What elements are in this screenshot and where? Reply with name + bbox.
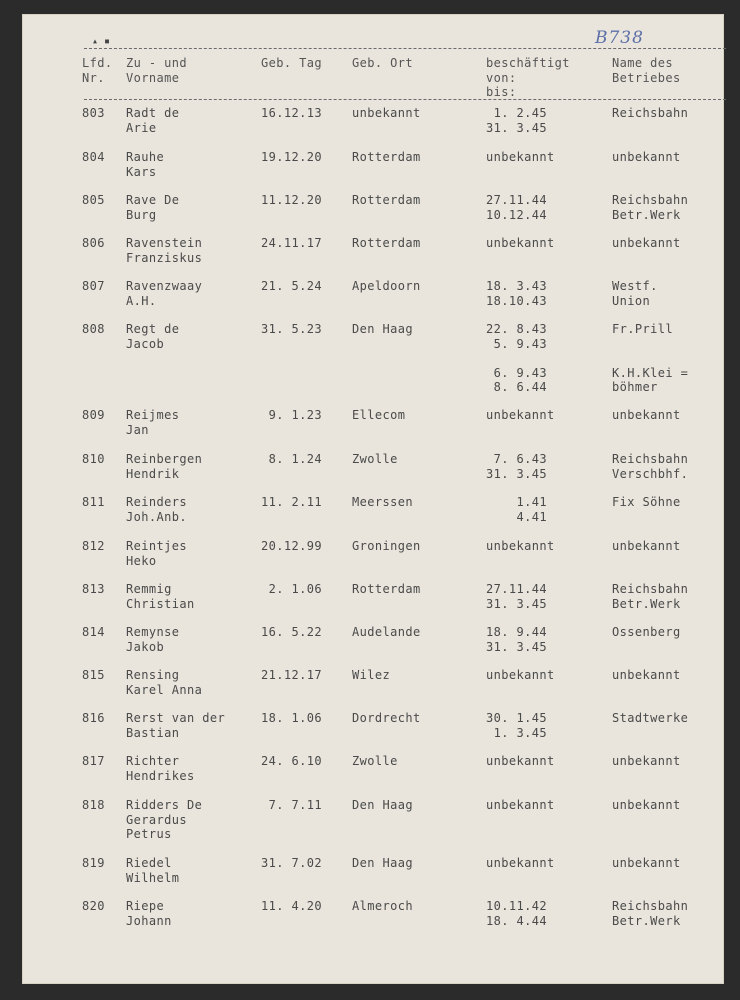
row-birth-place: Den Haag [352, 856, 413, 870]
header-company: Name des Betriebes [612, 56, 681, 85]
row-company: Reichsbahn [612, 106, 689, 120]
row-name: Radt de Arie [126, 106, 180, 135]
row-number: 820 [82, 899, 105, 913]
row-employed: 7. 6.43 31. 3.45 [486, 452, 547, 481]
row-name: Riepe Johann [126, 899, 172, 928]
row-birth-date: 11. 2.11 [261, 495, 322, 509]
row-company: Reichsbahn Betr.Werk [612, 899, 689, 928]
row-name: Remynse Jakob [126, 625, 180, 654]
row-birth-date: 2. 1.06 [261, 582, 322, 596]
row-birth-date: 31. 7.02 [261, 856, 322, 870]
row-company: Reichsbahn Verschbhf. [612, 452, 689, 481]
row-number: 815 [82, 668, 105, 682]
row-number: 808 [82, 322, 105, 336]
row-employed: 27.11.44 31. 3.45 [486, 582, 547, 611]
row-employed: 10.11.42 18. 4.44 [486, 899, 547, 928]
row-number: 812 [82, 539, 105, 553]
row-number: 805 [82, 193, 105, 207]
row-company: Stadtwerke [612, 711, 689, 725]
row-birth-date: 19.12.20 [261, 150, 322, 164]
row-company: Reichsbahn Betr.Werk [612, 193, 689, 222]
row-birth-date: 24.11.17 [261, 236, 322, 250]
row-employed: unbekannt [486, 798, 555, 812]
row-birth-place: Rotterdam [352, 150, 421, 164]
row-employed: 18. 9.44 31. 3.45 [486, 625, 547, 654]
header-name: Zu - und Vorname [126, 56, 187, 85]
row-company: Westf. Union [612, 279, 658, 308]
row-number: 817 [82, 754, 105, 768]
row-number: 818 [82, 798, 105, 812]
row-birth-date: 18. 1.06 [261, 711, 322, 725]
row-employed: 30. 1.45 1. 3.45 [486, 711, 547, 740]
row-employed: 27.11.44 10.12.44 [486, 193, 547, 222]
row-company: unbekannt [612, 539, 681, 553]
row-name: Ridders De Gerardus Petrus [126, 798, 203, 841]
row-birth-place: unbekannt [352, 106, 421, 120]
row-number: 809 [82, 408, 105, 422]
row-name: Reinbergen Hendrik [126, 452, 203, 481]
header-birth-date: Geb. Tag [261, 56, 322, 70]
row-birth-place: Zwolle [352, 452, 398, 466]
row-name: Ravenstein Franziskus [126, 236, 203, 265]
row-birth-place: Almeroch [352, 899, 413, 913]
row-birth-place: Wilez [352, 668, 391, 682]
row-birth-date: 31. 5.23 [261, 322, 322, 336]
header-top-rule [84, 48, 726, 49]
row-name: Reintjes Heko [126, 539, 187, 568]
row-birth-place: Rotterdam [352, 236, 421, 250]
punch-marks: ▴ ▪ [92, 36, 111, 47]
header-birth-place: Geb. Ort [352, 56, 413, 70]
row-number: 819 [82, 856, 105, 870]
row-birth-date: 11. 4.20 [261, 899, 322, 913]
row-name: Rave De Burg [126, 193, 180, 222]
row-birth-date: 11.12.20 [261, 193, 322, 207]
row-name: Riedel Wilhelm [126, 856, 180, 885]
row-birth-date: 21.12.17 [261, 668, 322, 682]
row-employed: unbekannt [486, 754, 555, 768]
row-employed: unbekannt [486, 539, 555, 553]
row-birth-place: Den Haag [352, 322, 413, 336]
row-name: Regt de Jacob [126, 322, 180, 351]
row-birth-place: Meerssen [352, 495, 413, 509]
row-birth-place: Ellecom [352, 408, 406, 422]
header-employed: beschäftigt von: bis: [486, 56, 570, 99]
row-employed: 1.41 4.41 [516, 495, 547, 524]
header-lfd-nr: Lfd. Nr. [82, 56, 113, 85]
row-company: Reichsbahn Betr.Werk [612, 582, 689, 611]
row-company: unbekannt [612, 754, 681, 768]
row-company: Fix Söhne [612, 495, 681, 509]
row-company: Fr.Prill K.H.Klei = böhmer [612, 322, 689, 394]
row-company: unbekannt [612, 798, 681, 812]
row-birth-date: 16.12.13 [261, 106, 322, 120]
row-company: unbekannt [612, 668, 681, 682]
row-company: unbekannt [612, 408, 681, 422]
row-employed: unbekannt [486, 408, 555, 422]
row-number: 816 [82, 711, 105, 725]
row-birth-place: Rotterdam [352, 193, 421, 207]
row-birth-place: Apeldoorn [352, 279, 421, 293]
row-birth-date: 9. 1.23 [261, 408, 322, 422]
row-birth-place: Dordrecht [352, 711, 421, 725]
row-number: 807 [82, 279, 105, 293]
row-number: 814 [82, 625, 105, 639]
row-birth-date: 20.12.99 [261, 539, 322, 553]
row-number: 810 [82, 452, 105, 466]
row-birth-date: 21. 5.24 [261, 279, 322, 293]
row-birth-date: 16. 5.22 [261, 625, 322, 639]
row-company: Ossenberg [612, 625, 681, 639]
header-bottom-rule [84, 99, 726, 100]
row-name: Ravenzwaay A.H. [126, 279, 203, 308]
row-name: Rensing Karel Anna [126, 668, 203, 697]
row-name: Richter Hendrikes [126, 754, 195, 783]
row-birth-place: Groningen [352, 539, 421, 553]
row-birth-date: 8. 1.24 [261, 452, 322, 466]
row-company: unbekannt [612, 150, 681, 164]
row-number: 811 [82, 495, 105, 509]
row-employed: unbekannt [486, 668, 555, 682]
row-number: 804 [82, 150, 105, 164]
row-birth-place: Zwolle [352, 754, 398, 768]
row-name: Reinders Joh.Anb. [126, 495, 187, 524]
row-birth-date: 7. 7.11 [261, 798, 322, 812]
row-name: Remmig Christian [126, 582, 195, 611]
row-employed: 1. 2.45 31. 3.45 [486, 106, 547, 135]
row-name: Rerst van der Bastian [126, 711, 226, 740]
row-employed: unbekannt [486, 236, 555, 250]
row-birth-place: Rotterdam [352, 582, 421, 596]
row-employed: 18. 3.43 18.10.43 [486, 279, 547, 308]
row-number: 806 [82, 236, 105, 250]
row-employed: unbekannt [486, 856, 555, 870]
row-name: Reijmes Jan [126, 408, 180, 437]
row-birth-date: 24. 6.10 [261, 754, 322, 768]
row-birth-place: Audelande [352, 625, 421, 639]
row-employed: unbekannt [486, 150, 555, 164]
row-birth-place: Den Haag [352, 798, 413, 812]
row-name: Rauhe Kars [126, 150, 165, 179]
row-number: 803 [82, 106, 105, 120]
row-company: unbekannt [612, 236, 681, 250]
row-number: 813 [82, 582, 105, 596]
handwritten-page-number: B738 [595, 28, 644, 48]
row-employed: 22. 8.43 5. 9.43 6. 9.43 8. 6.44 [486, 322, 547, 394]
row-company: unbekannt [612, 856, 681, 870]
